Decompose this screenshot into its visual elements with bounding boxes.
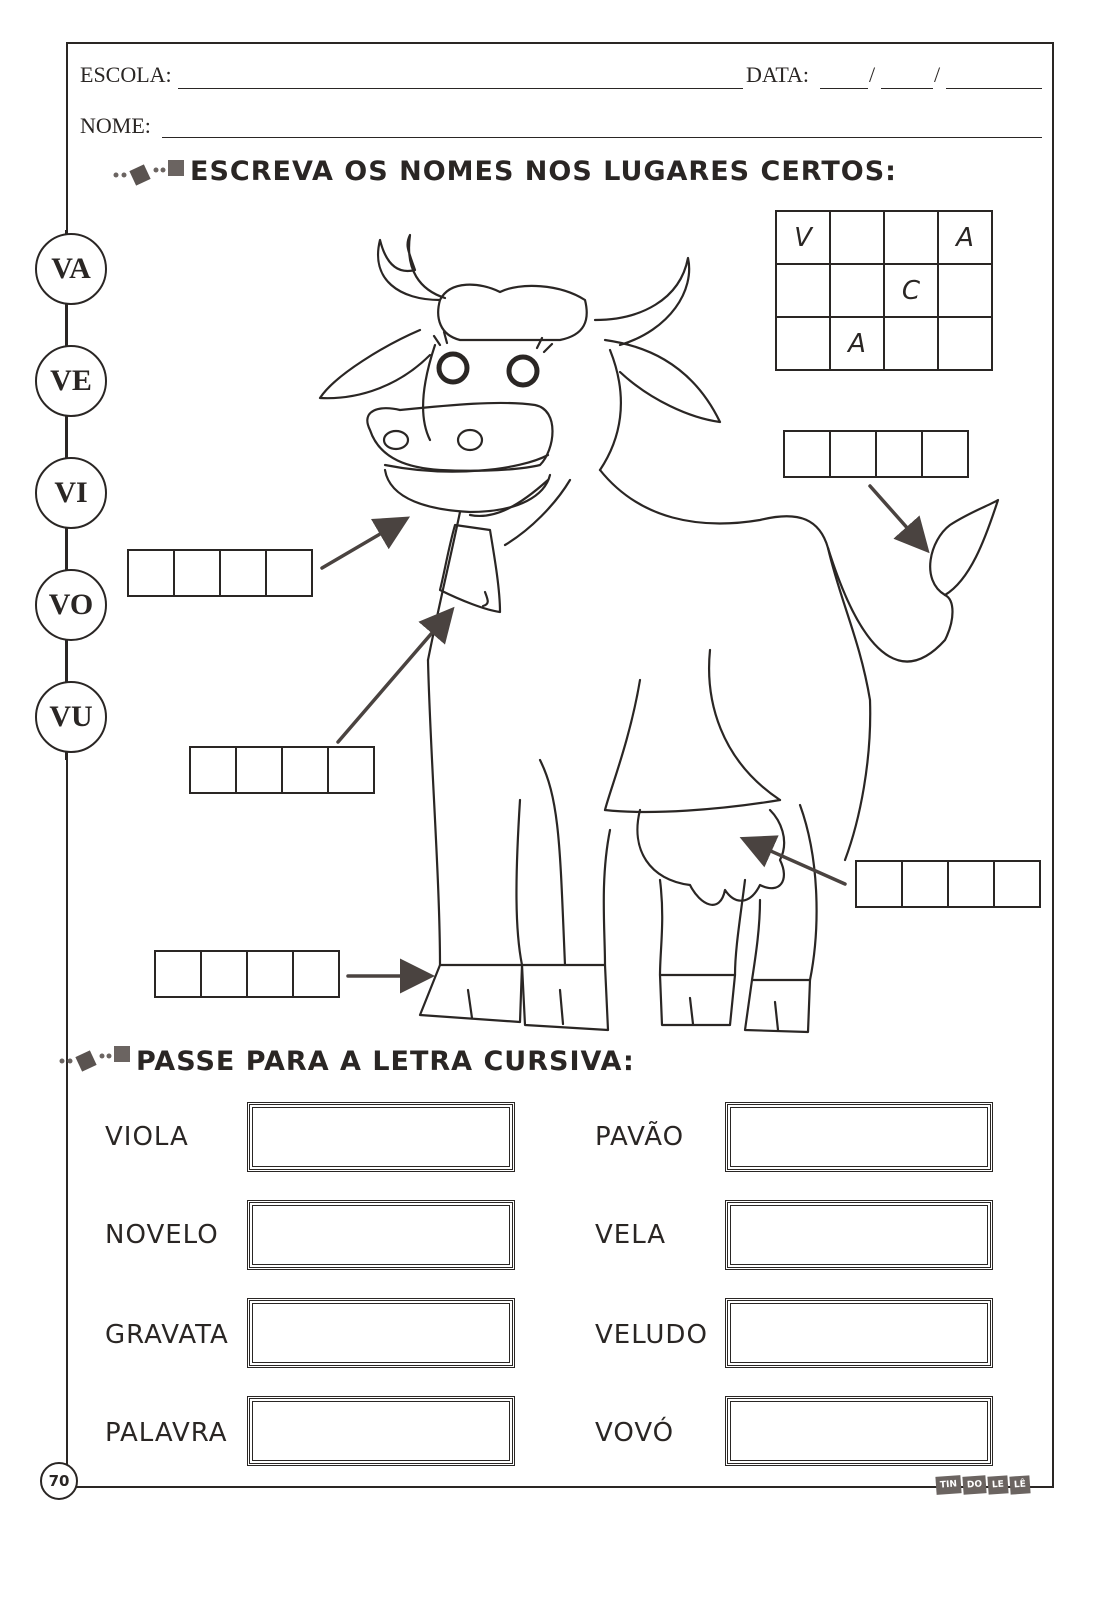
letter-box[interactable] [265, 549, 313, 597]
word-label: VOVÓ [595, 1418, 675, 1448]
decorative-bullet-icon [58, 1044, 132, 1074]
syllable-va: VA [35, 233, 107, 305]
cursive-answer-box[interactable] [247, 1396, 515, 1466]
section1-title: ESCREVA OS NOMES NOS LUGARES CERTOS: [190, 156, 897, 187]
word-label: VELA [595, 1220, 667, 1250]
crossword-cell[interactable]: V [776, 211, 830, 264]
word-label: PAVÃO [595, 1122, 685, 1152]
answer-boxes-udder [855, 860, 1041, 908]
letter-box[interactable] [875, 430, 923, 478]
word-label: VIOLA [105, 1122, 189, 1152]
answer-boxes-tail [783, 430, 969, 478]
cursive-answer-box[interactable] [725, 1102, 993, 1172]
letter-box[interactable] [173, 549, 221, 597]
word-label: PALAVRA [105, 1418, 228, 1448]
logo-tile: LÊ [1009, 1475, 1030, 1494]
page-number: 70 [40, 1462, 78, 1500]
cursive-answer-box[interactable] [247, 1200, 515, 1270]
letter-box[interactable] [993, 860, 1041, 908]
letter-box[interactable] [235, 746, 283, 794]
letter-box[interactable] [292, 950, 340, 998]
letter-box[interactable] [901, 860, 949, 908]
crossword-cell[interactable]: A [830, 317, 884, 370]
letter-box[interactable] [783, 430, 831, 478]
letter-box[interactable] [921, 430, 969, 478]
syllable-vi: VI [35, 457, 107, 529]
letter-box[interactable] [189, 746, 237, 794]
letter-box[interactable] [855, 860, 903, 908]
answer-boxes-hoof [154, 950, 340, 998]
letter-box[interactable] [829, 430, 877, 478]
cursive-answer-box[interactable] [725, 1298, 993, 1368]
crossword-cell[interactable]: A [938, 211, 992, 264]
syllable-vu: VU [35, 681, 107, 753]
letter-box[interactable] [154, 950, 202, 998]
cursive-answer-box[interactable] [247, 1102, 515, 1172]
school-label: ESCOLA: [80, 62, 172, 87]
name-label: NOME: [80, 113, 151, 138]
crossword-cell[interactable]: C [884, 264, 938, 317]
letter-box[interactable] [127, 549, 175, 597]
cursive-answer-box[interactable] [725, 1396, 993, 1466]
answer-boxes-bell [189, 746, 375, 794]
letter-box[interactable] [947, 860, 995, 908]
word-label: GRAVATA [105, 1320, 229, 1350]
date-separator: / [869, 62, 876, 87]
cursive-answer-box[interactable] [725, 1200, 993, 1270]
syllable-ve: VE [35, 345, 107, 417]
syllable-vo: VO [35, 569, 107, 641]
word-label: VELUDO [595, 1320, 708, 1350]
logo-tile: DO [962, 1475, 986, 1495]
word-label: NOVELO [105, 1220, 219, 1250]
letter-box[interactable] [281, 746, 329, 794]
cursive-answer-box[interactable] [247, 1298, 515, 1368]
date-label: DATA: [746, 62, 810, 87]
section2-title: PASSE PARA A LETRA CURSIVA: [136, 1046, 635, 1077]
logo-tile: TIN [935, 1475, 961, 1495]
letter-box[interactable] [200, 950, 248, 998]
letter-box[interactable] [246, 950, 294, 998]
answer-boxes-head [127, 549, 313, 597]
date-separator: / [934, 62, 941, 87]
letter-box[interactable] [327, 746, 375, 794]
publisher-logo [936, 1476, 1030, 1494]
letter-box[interactable] [219, 549, 267, 597]
logo-tile: LE [988, 1475, 1009, 1494]
